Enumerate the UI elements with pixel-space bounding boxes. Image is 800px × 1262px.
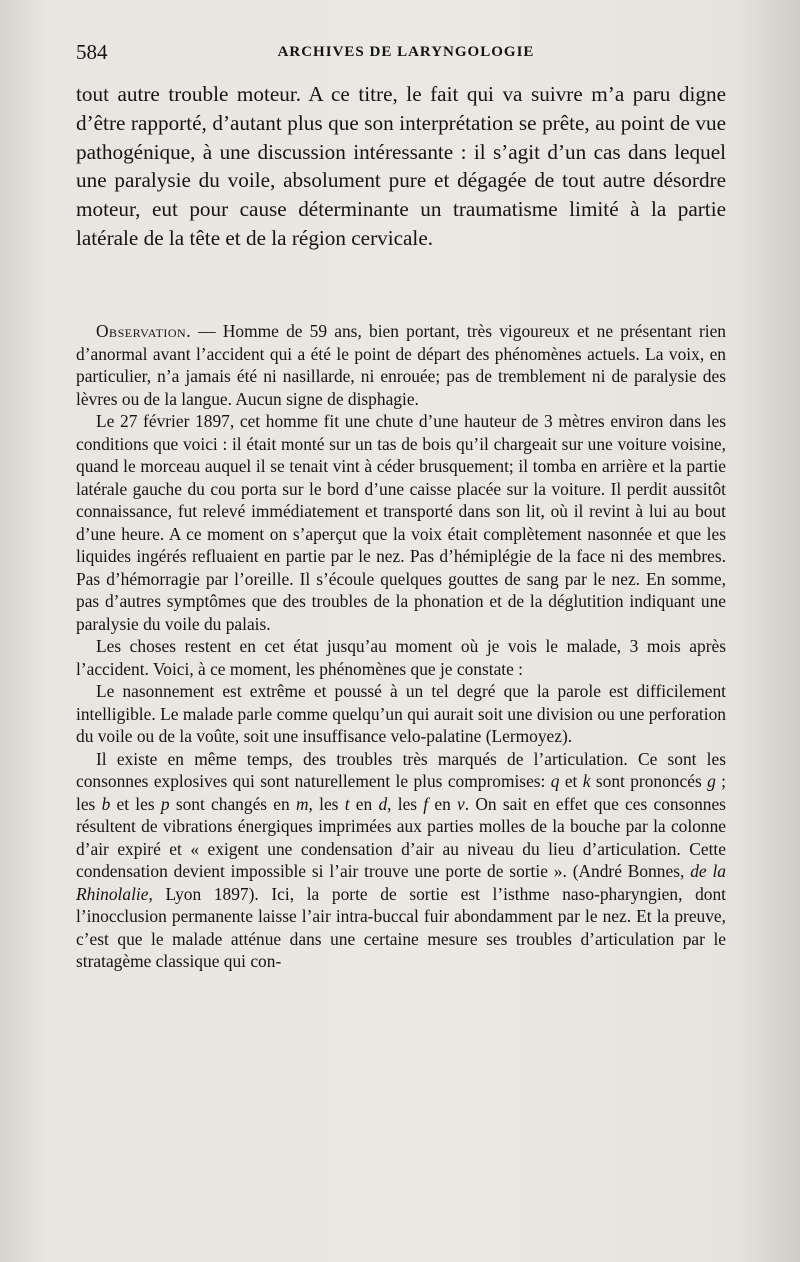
intro-paragraph: tout autre trouble moteur. A ce titre, le fait qui va suivre m’a paru digne d’être rapporté, d’autant plus que son interprétation se prête, au point de vue pathogénique, à une discussion intéressante : il s’agit d’un cas dans lequel une paralysie du voile, absolument pure et dégagée de tout autre désordre moteur, eut pour cause déterminante un traumatisme limité à la partie latérale de la tête et de la région cervicale. — [76, 82, 726, 250]
italic-letter: p — [160, 793, 170, 814]
italic-letter: q — [550, 771, 560, 791]
page-number: 584 — [76, 40, 108, 64]
text-run: et les — [110, 793, 161, 814]
text-run: en — [349, 793, 379, 814]
italic-letter: b — [101, 793, 111, 814]
italic-letter: m — [295, 793, 309, 814]
italic-letter: f — [423, 793, 429, 814]
text-run: ; les — [76, 771, 726, 814]
observation-paragraph-5 — [76, 748, 726, 973]
observation-paragraph-2: Le 27 février 1897, cet homme fit une chute d’une hauteur de 3 mètres environ dans les conditions que voici : il était monté sur un tas de bois qu’il chargeait sur une voiture voisine, quand le morceau auquel il se tenait vint à céder brusquement; il tomba en arrière et la partie latérale gauche du cou porta sur le bord d’une caisse placée sur la voiture. Il perdit aussitôt connaissance, fut relevé immédiatement et transporté dans son lit, où il revint à lui au bout d’une heure. A ce moment on s’aperçut que la voix était complètement nasonnée et que les liquides ingérés refluaient en partie par le nez. Pas d’hémiplégie de la face ni des membres. Pas d’hémorragie par l’oreille. Il s’écoule quelques gouttes de sang par le nez. En somme, pas d’autres symptômes que des troubles de la phonation et de la déglutition indiquant une paralysie du voile du palais. — [76, 411, 726, 634]
text-run: sont changés en — [169, 793, 296, 814]
citation-title: de la Rhinolalie — [76, 861, 726, 904]
text-run: en — [428, 793, 458, 814]
text-run: , Lyon 1897). Ici, la porte de sortie est l’isthme naso-pharyngien, dont l’inocclusion permanente laisse l’air intra-buccal fuir abondamment par le nez. Et la preuve, c’est que le malade atténue dans une certaine mesure ses troubles d’articulation par le stratagème classique qui con- — [76, 883, 726, 971]
italic-letter: g — [707, 771, 716, 791]
italic-letter: d — [378, 793, 388, 814]
italic-letter: v — [457, 793, 465, 814]
observation-paragraph-1 — [76, 320, 726, 410]
text-run: et — [559, 771, 583, 791]
observation-text-1: — Homme de 59 ans, bien portant, très vigoureux et ne présentant rien d’anormal avant l’accident qui a été le point de départ des phénomènes actuels. La voix, en particulier, n’a jamais été ni nasillarde, ni enrouée; pas de tremblement ni de paralysie des lèvres ou de la langue. Aucun signe de disphagie. — [76, 321, 726, 409]
italic-letter: t — [344, 793, 350, 814]
text-run: , les — [308, 793, 345, 814]
observation-paragraph-3: Les choses restent en cet état jusqu’au moment où je vois le malade, 3 mois après l’accident. Voici, à ce moment, les phénomènes que je constate : — [76, 636, 726, 679]
text-run: Il existe en même temps, des troubles très marqués de l’articulation. Ce sont les consonnes explosives qui sont naturellement le plus compromises: — [76, 748, 726, 791]
observation-section — [76, 320, 726, 973]
text-run: sont prononcés — [590, 771, 708, 791]
observation-label: Observation. — [96, 321, 192, 341]
italic-letter: k — [582, 771, 591, 791]
observation-paragraph-4: Le nasonnement est extrême et poussé à un tel degré que la parole est difficilement intelligible. Le malade parle comme quelqu’un qui aurait soit une division ou une perforation du voile ou de la voûte, soit une insuffisance velo-palatine (Lermoyez). — [76, 681, 726, 746]
page-header — [76, 40, 736, 70]
running-title: ARCHIVES DE LARYNGOLOGIE — [277, 44, 535, 60]
text-run: , les — [387, 793, 424, 814]
text-run: . On sait en effet que ces consonnes résultent de vibrations énergiques imprimées aux parties molles de la bouche par la colonne d’air expiré et « exigent une condensation d’air au niveau du lieu d’articulation. Cette condensation devient impossible si l’air trouve une porte de sortie ». (André Bonnes, — [76, 793, 726, 881]
